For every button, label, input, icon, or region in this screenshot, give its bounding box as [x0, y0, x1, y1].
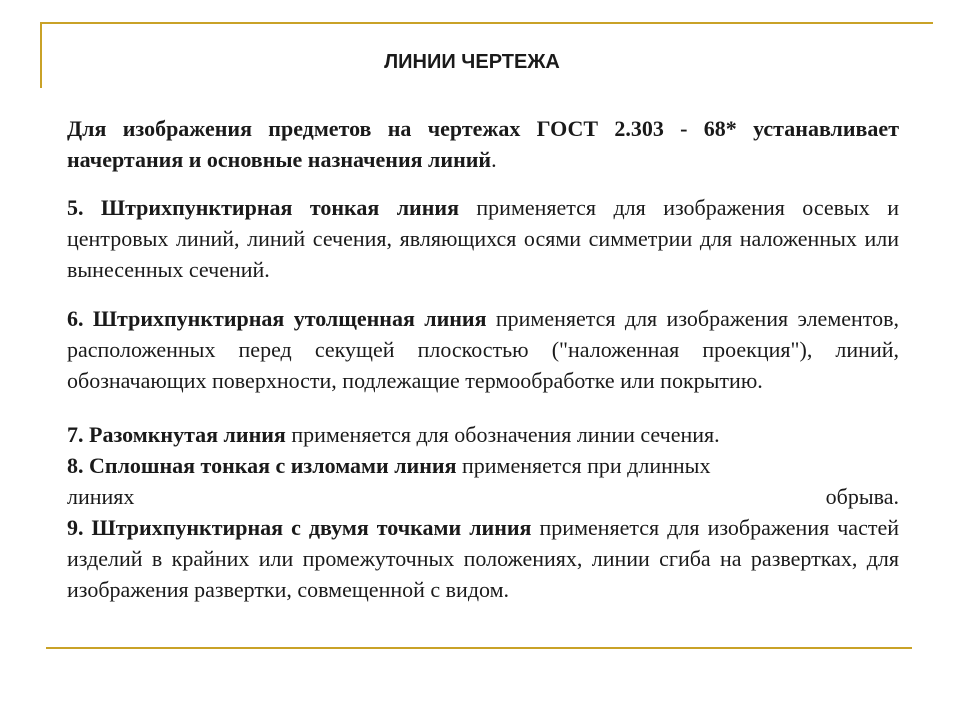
item-8-line-end: обрыва.	[825, 484, 899, 509]
item-7-term: 7. Разомкнутая линия	[67, 422, 286, 447]
intro-paragraph	[67, 113, 899, 175]
item-8-line-start: линиях	[67, 484, 135, 509]
item-5-term: 5. Штрихпунктирная тонкая линия	[67, 195, 459, 220]
item-8-continuation	[67, 481, 899, 512]
item-8-term: 8. Сплошная тонкая с изломами линия	[67, 453, 457, 478]
item-5-description: применяется для изображения осевых и центровых линий, линий сечения, являющихся осями симметрии для наложенных или вынесенных сечений.	[67, 195, 899, 282]
item-9-term: 9. Штрихпунктирная с двумя точками линия	[67, 515, 532, 540]
frame-top-line	[40, 22, 933, 24]
item-6-term: 6. Штрихпунктирная утолщенная линия	[67, 306, 487, 331]
item-6-paragraph	[67, 303, 899, 396]
item-9-paragraph	[67, 512, 899, 605]
page-title: ЛИНИИ ЧЕРТЕЖА	[384, 51, 560, 73]
intro-text: Для изображения предметов на чертежах ГОСТ 2.303 - 68* устанавливает начертания и основные назначения линий	[67, 116, 899, 172]
frame-bottom-line	[46, 647, 912, 649]
item-5-paragraph	[67, 192, 899, 285]
item-7-paragraph	[67, 419, 899, 450]
item-7-description: применяется для обозначения линии сечения.	[285, 422, 720, 447]
item-8-description: применяется при длинных	[456, 453, 711, 478]
slide-content	[67, 113, 899, 605]
item-6-description: применяется для изображения элементов, расположенных перед секущей плоскостью ("наложенная проекция"), линий, обозначающих поверхности, подлежащие термообработке или покрытию.	[67, 306, 899, 393]
item-8-paragraph	[67, 450, 899, 481]
item-9-description: применяется для изображения частей изделий в крайних или промежуточных положениях, линии сгиба на развертках, для изображения развертки, совмещенной с видом.	[67, 515, 899, 602]
intro-end: .	[491, 147, 497, 172]
